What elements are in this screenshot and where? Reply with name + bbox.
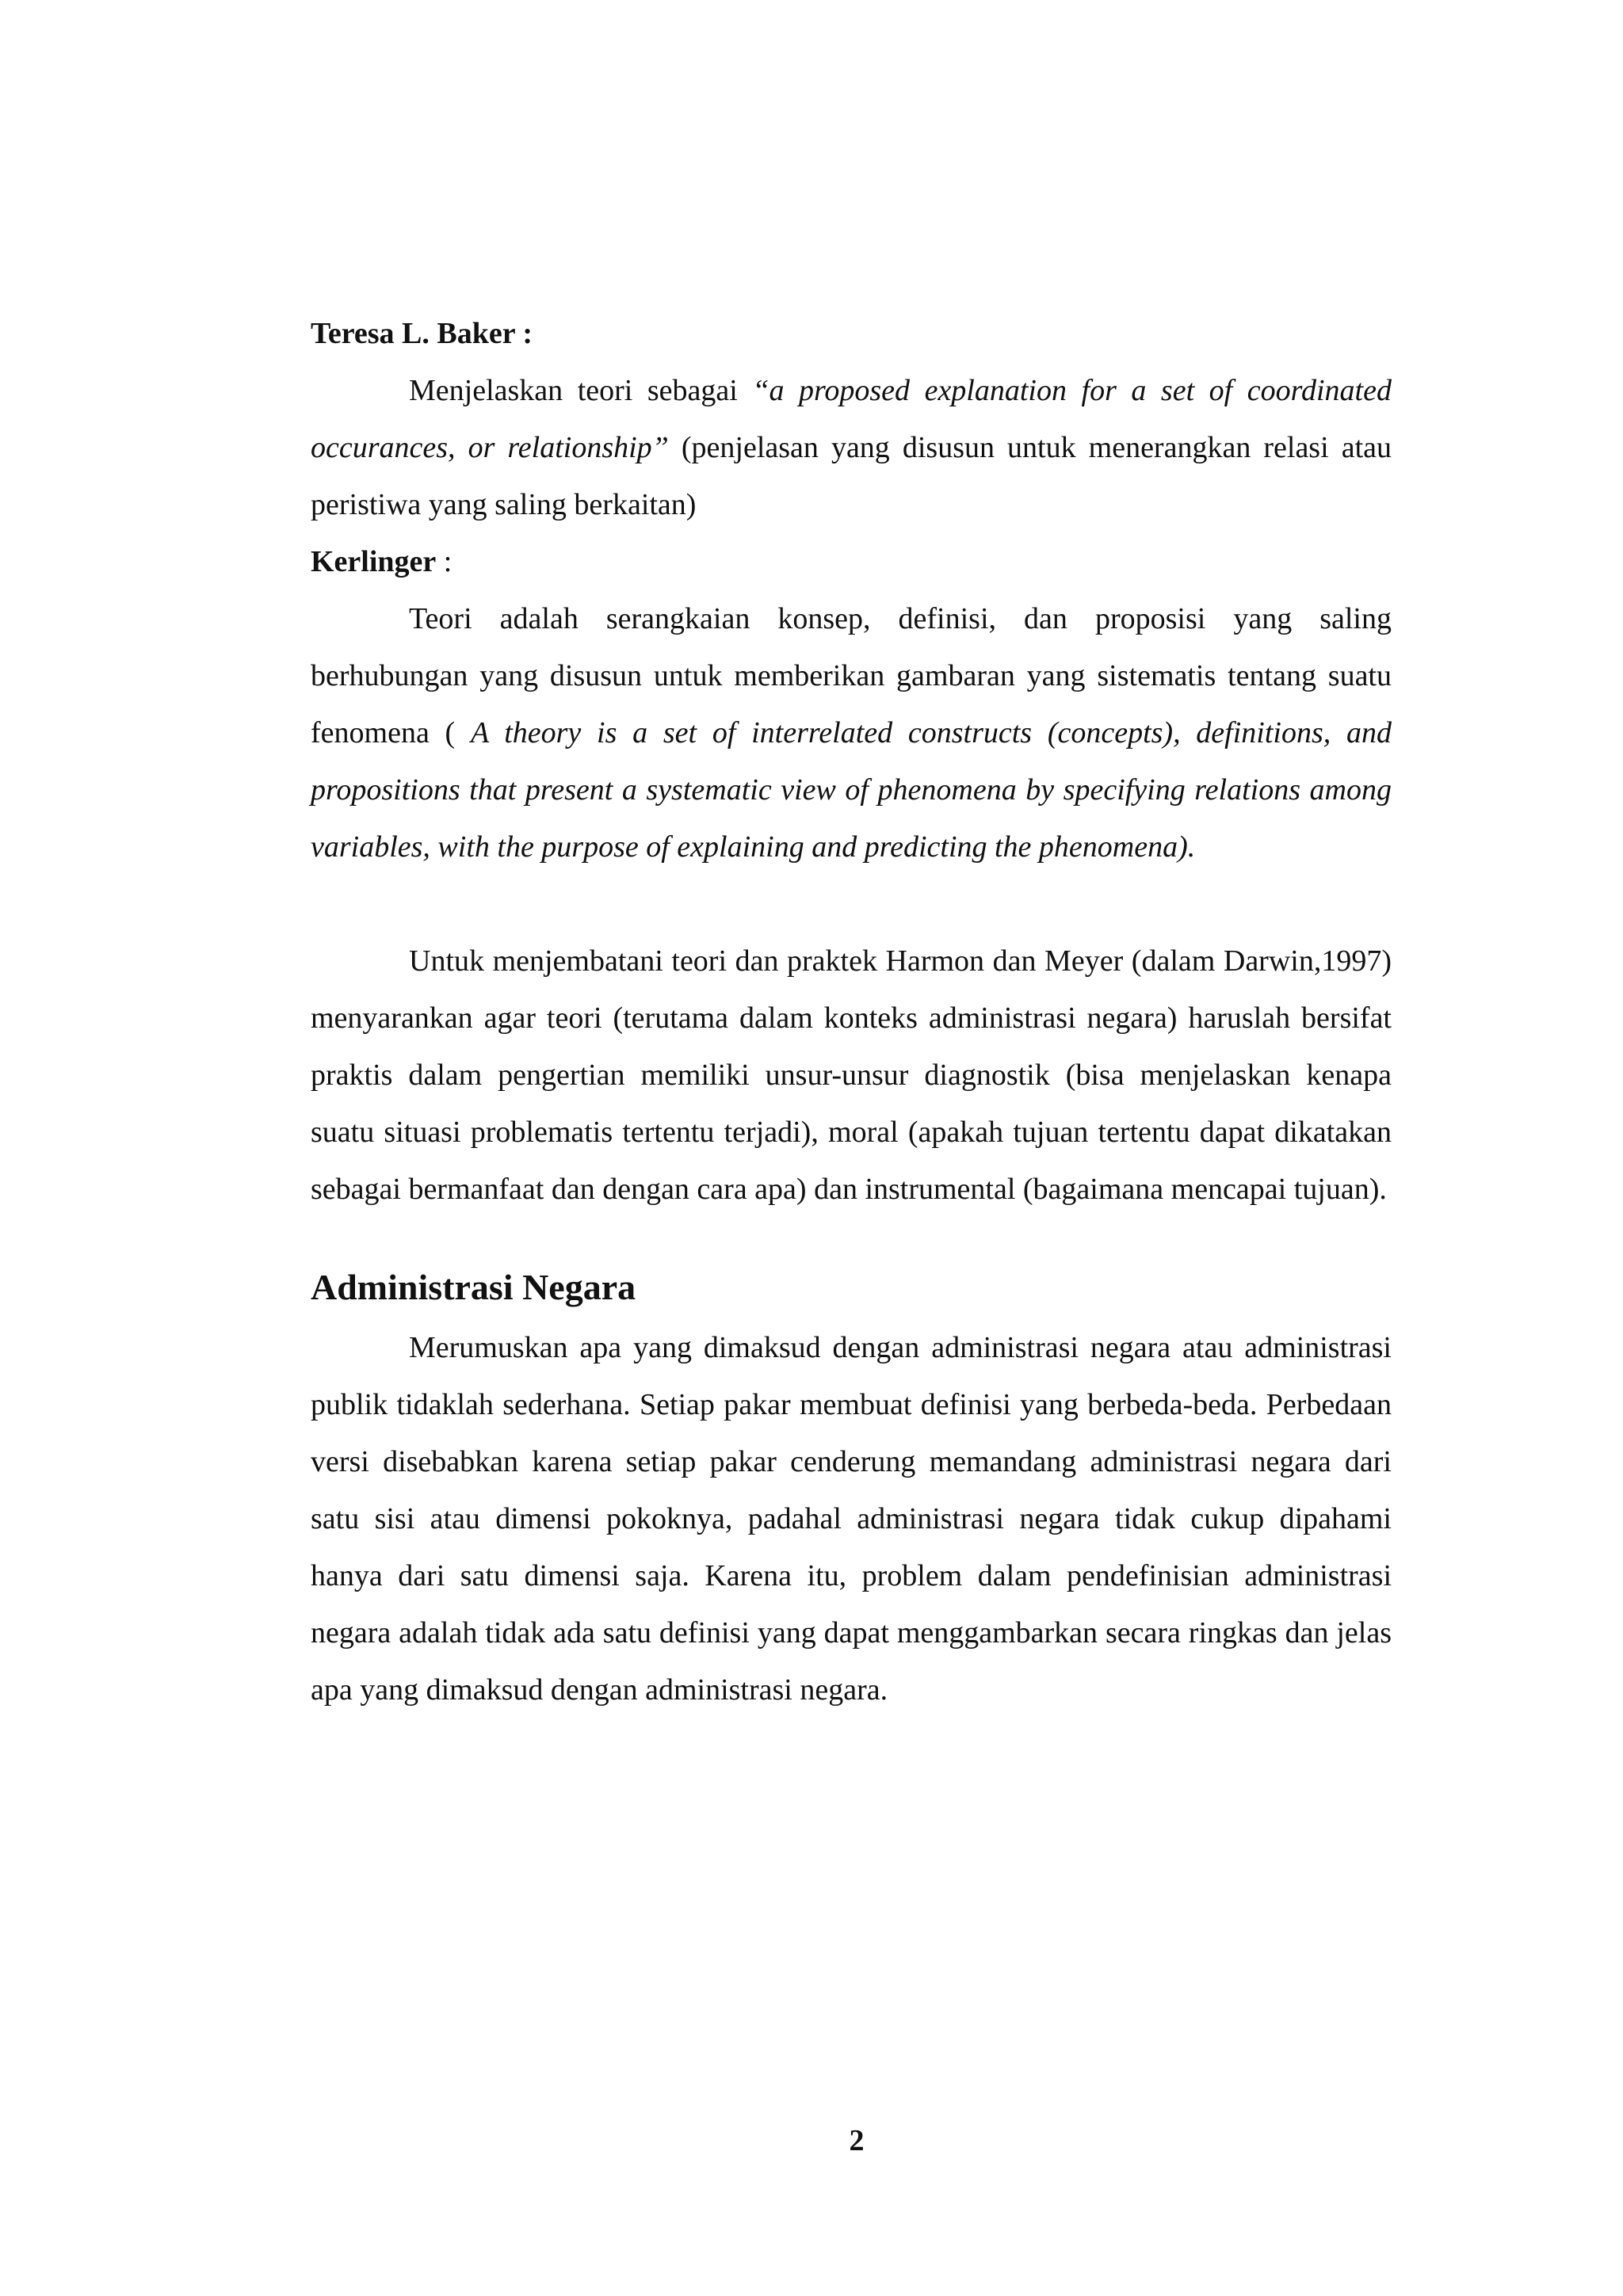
- kerlinger-name: Kerlinger: [311, 545, 437, 578]
- author-heading-kerlinger: [311, 533, 1392, 590]
- baker-lead-text: Menjelaskan teori sebagai: [409, 374, 753, 407]
- baker-quote: “a proposed explanation for a set of coordinated occurances, or relationship”: [311, 374, 1392, 464]
- baker-translation: (penjelasan yang disusun untuk menerangkan relasi atau peristiwa yang saling berkaitan): [311, 431, 1392, 521]
- kerlinger-quote: A theory is a set of interrelated constructs (concepts), definitions, and propositions that present a systematic view of phenomena by specifying relations among variables, with the purpose of explaining and predicting the phenomena).: [311, 716, 1392, 864]
- spacer: [311, 1218, 1392, 1256]
- paragraph-baker-definition: [311, 362, 1392, 533]
- spacer: [311, 875, 1392, 933]
- paragraph-administrasi-negara: Merumuskan apa yang dimaksud dengan administrasi negara atau administrasi publik tidaklah sederhana. Setiap pakar membuat definisi yang berbeda-beda. Perbedaan versi disebabkan karena setiap pakar cenderung memandang administrasi negara dari satu sisi atau dimensi pokoknya, padahal administrasi negara tidak cukup dipahami hanya dari satu dimensi saja. Karena itu, problem dalam pendefinisian administrasi negara adalah tidak ada satu definisi yang dapat menggambarkan secara ringkas dan jelas apa yang dimaksud dengan administrasi negara.: [311, 1331, 1392, 1707]
- document-page: [311, 305, 1392, 1718]
- paragraph-kerlinger-definition: [311, 590, 1392, 875]
- kerlinger-colon: :: [436, 545, 453, 578]
- author-heading-baker: Teresa L. Baker :: [311, 317, 533, 350]
- page-number: 2: [849, 2124, 865, 2157]
- paragraph-harmon-meyer: Untuk menjembatani teori dan praktek Harmon dan Meyer (dalam Darwin,1997) menyarankan agar teori (terutama dalam konteks administrasi negara) haruslah bersifat praktis dalam pengertian memiliki unsur-unsur diagnostik (bisa menjelaskan kenapa suatu situasi problematis tertentu terjadi), moral (apakah tujuan tertentu dapat dikatakan sebagai bermanfaat dan dengan cara apa) dan instrumental (bagaimana mencapai tujuan).: [311, 944, 1392, 1206]
- kerlinger-lead-text: Teori adalah serangkaian konsep, definisi, dan proposisi yang saling berhubungan yang disusun untuk memberikan gambaran yang sistematis tentang suatu fenomena (: [311, 602, 1392, 749]
- section-heading-administrasi-negara: Administrasi Negara: [311, 1267, 636, 1307]
